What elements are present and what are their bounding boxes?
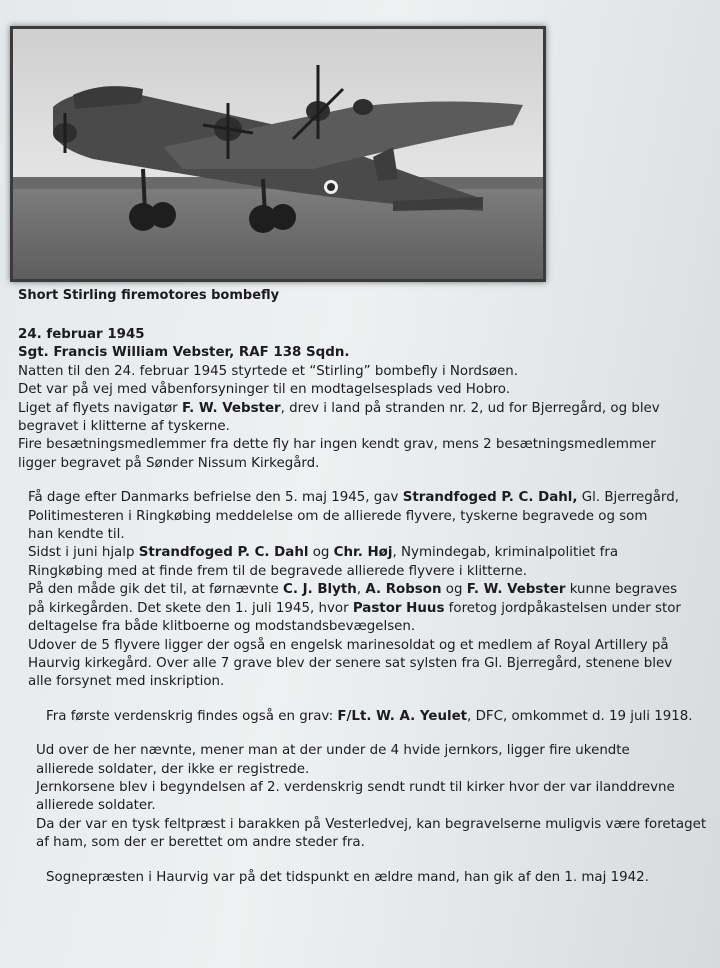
paragraph-crash bbox=[18, 363, 708, 473]
text-line: Ud over de her nævnte, mener man at der under de 4 hvide jernkors, ligger fire ukendte bbox=[36, 743, 630, 759]
text-line: Ringkøbing med at finde frem til de begravede allierede flyvere i klitterne. bbox=[28, 563, 528, 579]
text-line: Det var på vej med våbenforsyninger til en modtagelsesplads ved Hobro. bbox=[18, 382, 510, 398]
text-line: begravet i klitterne af tyskerne. bbox=[18, 419, 230, 435]
photo-caption: Short Stirling firemotores bombefly bbox=[18, 288, 280, 303]
text-line: Politimesteren i Ringkøbing meddelelse om de allierede flyvere, tyskerne begravede og som bbox=[28, 508, 648, 524]
date-heading: 24. februar 1945 bbox=[18, 327, 145, 342]
paragraph-priest bbox=[18, 869, 708, 887]
bomber-photo bbox=[10, 26, 546, 282]
text-line: Sidst i juni hjalp Strandfoged P. C. Dahl og Chr. Høj, Nymindegab, kriminalpolitiet fra bbox=[28, 545, 619, 561]
text-line: Liget af flyets navigatør F. W. Vebster, drev i land på stranden nr. 2, ud for Bjerregård, og blev bbox=[18, 400, 660, 416]
paragraph-burial bbox=[18, 489, 708, 691]
text-line: af ham, som der er berettet om andre steder fra. bbox=[36, 835, 365, 851]
text-line: Haurvig kirkegård. Over alle 7 grave blev der senere sat sylsten fra Gl. Bjerregård, stenene blev bbox=[28, 655, 673, 671]
paragraph-iron-crosses bbox=[18, 742, 708, 852]
text-line: ligger begravet på Sønder Nissum Kirkegård. bbox=[18, 455, 320, 471]
spacer bbox=[18, 726, 708, 742]
spacer bbox=[18, 692, 708, 708]
spacer bbox=[18, 853, 708, 869]
text-line: Udover de 5 flyvere ligger der også en engelsk marinesoldat og et medlem af Royal Artillery på bbox=[28, 637, 669, 653]
text-line: allierede soldater. bbox=[36, 798, 156, 814]
text-line: Natten til den 24. februar 1945 styrtede et “Stirling” bombefly i Nordsøen. bbox=[18, 363, 519, 379]
stirling-bomber-image bbox=[13, 29, 543, 279]
text-line: alle forsynet med inskription. bbox=[28, 674, 225, 690]
text-line: på kirkegården. Det skete den 1. juli 1945, hvor Pastor Huus foretog jordpåkastelsen under stor bbox=[28, 600, 681, 616]
paragraph-ww1-grave bbox=[18, 708, 708, 726]
text-line: allierede soldater, der ikke er registrede. bbox=[36, 761, 310, 777]
text-line: Fire besætningsmedlemmer fra dette fly har ingen kendt grav, mens 2 besætningsmedlemmer bbox=[18, 437, 656, 453]
spacer bbox=[18, 473, 708, 489]
text-line: Sognepræsten i Haurvig var på det tidspunkt en ældre mand, han gik af den 1. maj 1942. bbox=[46, 869, 649, 885]
text-line: Da der var en tysk feltpræst i barakken på Vesterledvej, kan begravelserne muligvis være foretaget bbox=[36, 816, 707, 832]
person-heading: Sgt. Francis William Vebster, RAF 138 Sqdn. bbox=[18, 345, 350, 361]
text-line: Jernkorsene blev i begyndelsen af 2. verdenskrig sendt rundt til kirker hvor der var ilanddrevne bbox=[36, 779, 675, 795]
text-line: På den måde gik det til, at førnævnte C. J. Blyth, A. Robson og F. W. Vebster kunne begraves bbox=[28, 582, 678, 598]
text-line: deltagelse fra både klitboerne og modstandsbevægelsen. bbox=[28, 619, 416, 635]
text-line: Fra første verdenskrig findes også en grav: F/Lt. W. A. Yeulet, DFC, omkommet d. 19 juli 1918. bbox=[46, 708, 693, 724]
text-line: han kendte til. bbox=[28, 527, 125, 543]
text-line: Få dage efter Danmarks befrielse den 5. maj 1945, gav Strandfoged P. C. Dahl, Gl. Bjerregård, bbox=[28, 490, 679, 506]
memorial-text bbox=[18, 326, 708, 887]
